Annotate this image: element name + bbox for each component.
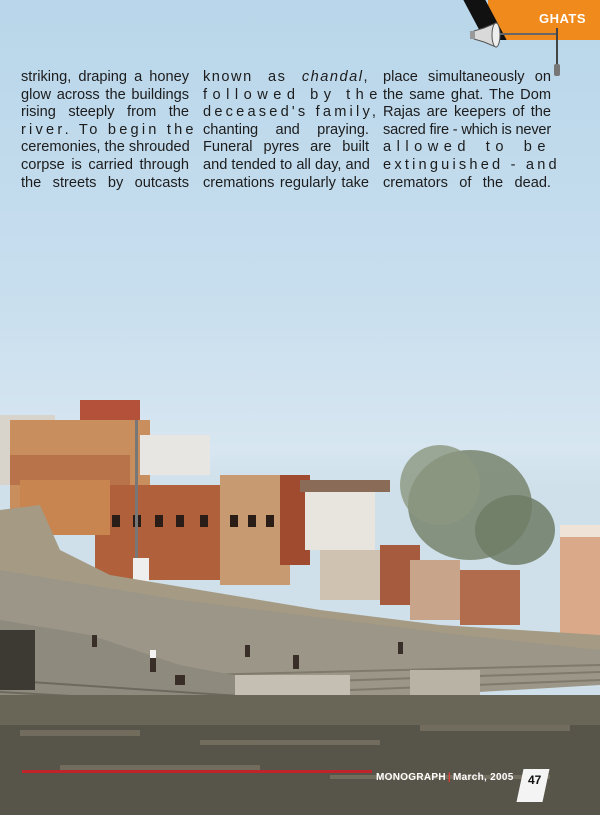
text-line: corpse is carried through xyxy=(21,156,189,173)
text-line: Funeral pyres are built xyxy=(203,139,369,156)
text-line: deceased's family, xyxy=(203,104,380,121)
text-column-2 xyxy=(203,69,383,192)
cable xyxy=(500,33,558,35)
page-number-badge xyxy=(520,769,550,803)
text-line: cremators of the dead. xyxy=(383,174,551,191)
italic-term: chandal xyxy=(301,69,364,85)
text-line: and tended to all day, and xyxy=(203,156,370,173)
text-line: chanting and praying. xyxy=(203,121,369,138)
section-label: GHATS xyxy=(538,11,586,26)
text-column-1 xyxy=(21,69,197,192)
text-line: striking, draping a honey xyxy=(21,69,189,85)
footer-date: March, 2005 xyxy=(453,772,514,783)
text-line: ceremonies, the shrouded xyxy=(21,139,190,156)
text-line: allowed to be xyxy=(383,139,551,156)
text-line: Rajas are keepers of the xyxy=(383,104,551,121)
text-line: known as chandal, xyxy=(203,69,369,85)
megaphone-icon xyxy=(470,22,504,48)
text-line: extinguished - and xyxy=(383,156,560,173)
text-line: river. To begin the xyxy=(21,121,197,138)
text-line: cremations regularly take xyxy=(203,174,369,191)
footer-publication: MONOGRAPH | March, 2005 xyxy=(376,772,514,783)
footer-rule xyxy=(22,770,372,773)
microphone-icon xyxy=(552,28,562,80)
text-line: followed by the xyxy=(203,86,383,103)
text-line: the streets by outcasts xyxy=(21,174,189,191)
text-line: glow across the buildings xyxy=(21,86,189,103)
page-number: 47 xyxy=(528,773,542,787)
text-column-3 xyxy=(383,69,560,192)
text-line: place simultaneously on xyxy=(383,69,551,85)
ghats-photo xyxy=(0,380,600,815)
text-line: rising steeply from the xyxy=(21,104,189,121)
text-line: sacred fire - which is never xyxy=(383,121,551,138)
text-line: the same ghat. The Dom xyxy=(383,86,551,103)
